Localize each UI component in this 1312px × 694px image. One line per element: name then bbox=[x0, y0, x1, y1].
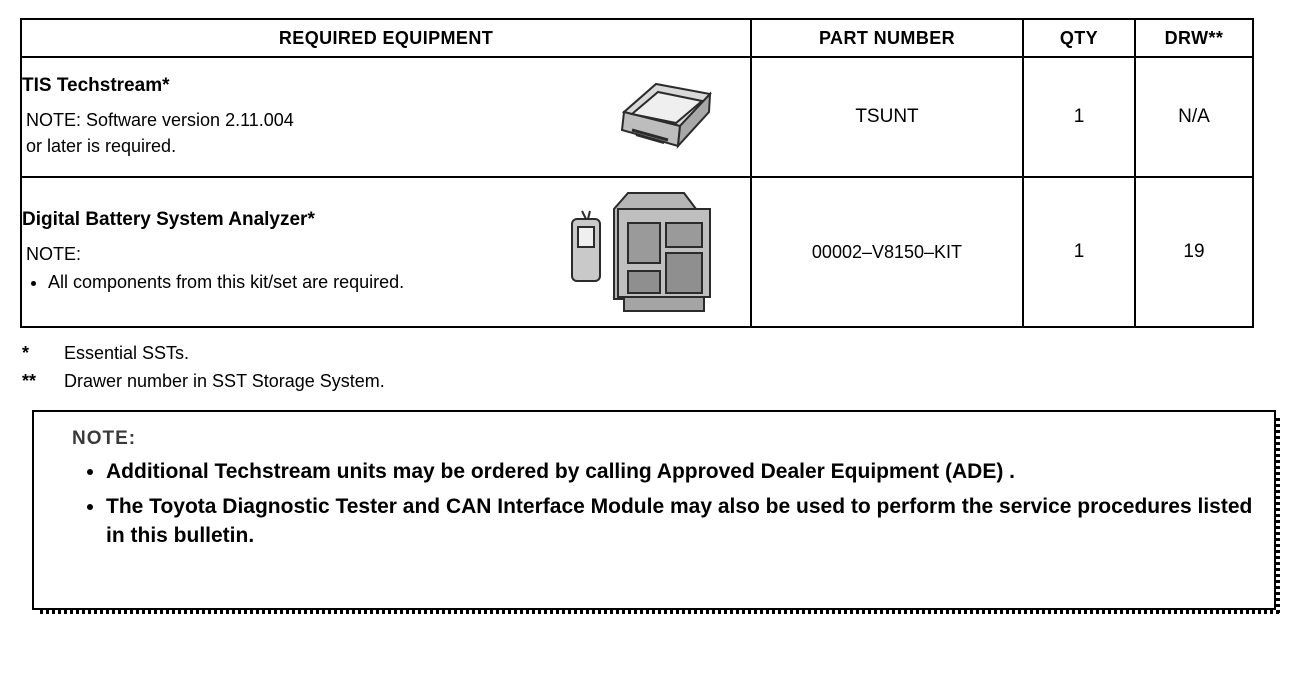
list-item: • All components from this kit/set are required. bbox=[48, 269, 750, 295]
footnote-essential-ssts bbox=[22, 340, 1282, 368]
column-header-qty: QTY bbox=[1023, 19, 1135, 57]
drw-cell-battery-analyzer: 19 bbox=[1135, 177, 1253, 327]
note-box-label: NOTE: bbox=[72, 427, 137, 449]
footnote-text: Essential SSTs. bbox=[64, 343, 190, 363]
equipment-title: Digital Battery System Analyzer* bbox=[22, 208, 315, 230]
qty-cell-techstream: 1 bbox=[1023, 57, 1135, 177]
equipment-note-line-1: NOTE: Software version 2.11.004 bbox=[26, 109, 294, 130]
table-header-row bbox=[21, 19, 1253, 57]
table-body bbox=[21, 57, 1253, 327]
qty-cell-battery-analyzer: 1 bbox=[1023, 177, 1135, 327]
note-box bbox=[32, 410, 1276, 610]
column-header-part-number: PART NUMBER bbox=[751, 19, 1023, 57]
equipment-cell-battery-analyzer bbox=[21, 177, 751, 327]
list-item: • Additional Techstream units may be ordered by calling Approved Dealer Equipment (ADE) . bbox=[106, 458, 1254, 487]
footnote-drawer-number bbox=[22, 368, 1282, 396]
column-header-equipment: REQUIRED EQUIPMENT bbox=[21, 19, 751, 57]
footnote-mark: ** bbox=[22, 370, 37, 391]
table-row bbox=[21, 177, 1253, 327]
footnote-text: Drawer number in SST Storage System. bbox=[64, 370, 385, 391]
equipment-cell-techstream bbox=[21, 57, 751, 177]
equipment-title: TIS Techstream* bbox=[22, 74, 170, 96]
drw-cell-techstream: N/A bbox=[1135, 57, 1253, 177]
part-number-cell-techstream: TSUNT bbox=[751, 57, 1023, 177]
column-header-drw: DRW** bbox=[1135, 19, 1253, 57]
battery-analyzer-kit-icon bbox=[566, 177, 726, 327]
part-number-cell-battery-analyzer: 00002–V8150–KIT bbox=[751, 177, 1023, 327]
note-box-list bbox=[54, 458, 1254, 551]
laptop-techstream-icon bbox=[606, 72, 726, 162]
equipment-note-line-2: or later is required. bbox=[26, 135, 177, 156]
table-header bbox=[21, 19, 1253, 57]
required-equipment-table bbox=[20, 18, 1254, 328]
footnote-mark: * bbox=[22, 343, 30, 363]
table-row bbox=[21, 57, 1253, 177]
footnotes bbox=[22, 340, 1282, 396]
list-item: • The Toyota Diagnostic Tester and CAN Interface Module may also be used to perform the service procedures listed in this bulletin. bbox=[106, 493, 1254, 551]
equipment-note-label: NOTE: bbox=[26, 243, 82, 264]
